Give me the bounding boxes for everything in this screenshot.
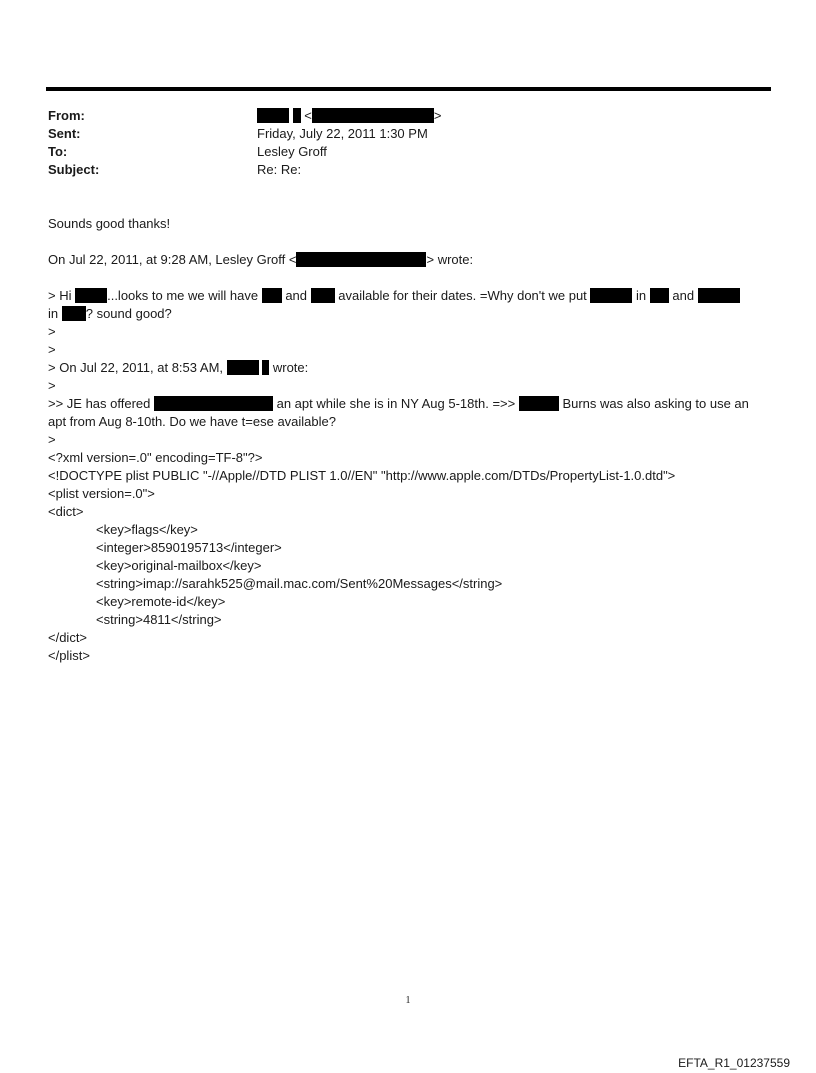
body-line: > (48, 324, 56, 339)
xml-line: <string>4811</string> (96, 612, 222, 627)
redaction (75, 288, 107, 303)
from-row (48, 107, 441, 125)
xml-line: <string>imap://sarahk525@mail.mac.com/Sent%20Messages</string> (96, 576, 503, 591)
xml-line: <key>remote-id</key> (96, 594, 226, 609)
redaction (312, 108, 434, 123)
body-line (48, 251, 773, 269)
body-text: Burns was also asking to use an (558, 396, 749, 411)
header-rule (46, 87, 771, 91)
body-line: > (48, 342, 56, 357)
xml-line: <dict> (48, 504, 84, 519)
body-line: apt from Aug 8-10th. Do we have t=ese available? (48, 414, 336, 429)
body-text: and (281, 288, 311, 303)
body-text: > Hi (48, 288, 76, 303)
xml-line: <key>flags</key> (96, 522, 198, 537)
xml-line: <?xml version=.0" encoding=TF-8"?> (48, 450, 263, 465)
xml-line: <plist version=.0"> (48, 486, 155, 501)
body-line: Sounds good thanks! (48, 216, 171, 231)
redaction (154, 396, 273, 411)
redaction (293, 108, 301, 123)
body-text: ...looks to me we will have (107, 288, 262, 303)
body-text: wrote: (269, 360, 309, 375)
sent-row (48, 125, 441, 143)
xml-line: </dict> (48, 630, 88, 645)
redaction (227, 360, 259, 375)
body-line (48, 287, 773, 305)
body-text: an apt while she is in NY Aug 5-18th. =>> (273, 396, 519, 411)
body-text: in (48, 306, 62, 321)
from-gt: > (433, 108, 442, 123)
body-text: >> JE has offered (48, 396, 154, 411)
bates-number: EFTA_R1_01237559 (678, 1056, 790, 1070)
redaction (257, 108, 289, 123)
page-number: 1 (405, 995, 411, 1006)
body-line (48, 395, 773, 413)
redaction (590, 288, 632, 303)
body-text: > wrote: (426, 252, 474, 267)
xml-line: </plist> (48, 648, 90, 663)
body-line: > (48, 432, 56, 447)
redaction (698, 288, 740, 303)
redaction (62, 306, 86, 321)
email-body (48, 215, 773, 665)
xml-line: <!DOCTYPE plist PUBLIC "-//Apple//DTD PLIST 1.0//EN" "http://www.apple.com/DTDs/PropertyList-1.0.dtd"> (48, 468, 676, 483)
redaction (262, 288, 282, 303)
to-label: To: (48, 144, 68, 159)
body-text: ? sound good? (85, 306, 172, 321)
sent-label: Sent: (48, 126, 81, 141)
subject-row (48, 161, 441, 179)
from-lt: < (304, 108, 312, 123)
to-row (48, 143, 441, 161)
body-line: > (48, 378, 56, 393)
xml-line: <integer>8590195713</integer> (96, 540, 282, 555)
redaction (296, 252, 426, 267)
body-text: in (632, 288, 650, 303)
from-label: From: (48, 108, 85, 123)
redaction (519, 396, 559, 411)
subject-label: Subject: (48, 162, 100, 177)
body-text: and (668, 288, 698, 303)
body-line (48, 305, 773, 323)
body-text: On Jul 22, 2011, at 9:28 AM, Lesley Groff < (48, 252, 297, 267)
redaction (650, 288, 669, 303)
xml-line: <key>original-mailbox</key> (96, 558, 262, 573)
subject-value: Re: Re: (257, 162, 302, 177)
to-value: Lesley Groff (257, 144, 327, 159)
sent-value: Friday, July 22, 2011 1:30 PM (257, 126, 428, 141)
from-value (257, 107, 441, 125)
body-line (48, 359, 773, 377)
body-text: available for their dates. =Why don't we put (334, 288, 591, 303)
email-header (48, 107, 441, 179)
redaction (311, 288, 335, 303)
body-text: > On Jul 22, 2011, at 8:53 AM, (48, 360, 227, 375)
